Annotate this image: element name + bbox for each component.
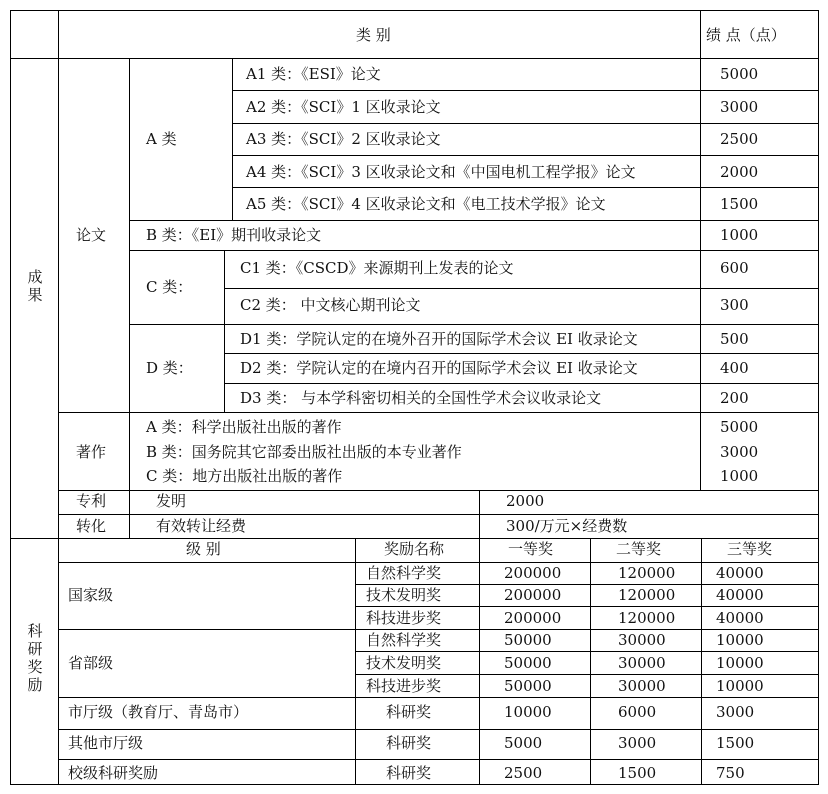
- grid-line-horizontal: [129, 324, 819, 325]
- provincial-row2-name: 技术发明奖: [366, 654, 442, 672]
- national-row2-first: 200000: [504, 586, 562, 604]
- grid-line-horizontal: [355, 606, 819, 607]
- grid-line-horizontal: [224, 383, 819, 384]
- grid-line-horizontal: [58, 759, 819, 760]
- national-row1-name: 自然科学奖: [366, 564, 442, 582]
- provincial-row1-third: 10000: [716, 631, 764, 649]
- school-second: 1500: [618, 764, 657, 782]
- grid-line-horizontal: [58, 412, 819, 413]
- grid-line-vertical: [479, 490, 480, 539]
- national-row3-third: 40000: [716, 609, 764, 627]
- grid-line-horizontal: [232, 155, 819, 156]
- provincial-row2-second: 30000: [618, 654, 666, 672]
- class-c2-text: C2 类： 中文核心期刊论文: [240, 296, 421, 314]
- city-first: 10000: [504, 703, 552, 721]
- grid-line-horizontal: [10, 538, 819, 539]
- national-row3-name: 科技进步奖: [366, 609, 442, 627]
- grid-line-vertical: [590, 538, 591, 785]
- patent-text: 发明: [156, 492, 187, 510]
- class-c2-points: 300: [720, 296, 749, 314]
- class-a-label: A 类: [146, 130, 177, 148]
- city-second: 6000: [618, 703, 657, 721]
- grid-line-horizontal: [10, 784, 819, 785]
- books-b-text: B 类：国务院其它部委出版社出版的本专业著作: [146, 443, 462, 461]
- books-a-text: A 类：科学出版社出版的著作: [146, 418, 342, 436]
- class-a2-text: A2 类：《SCI》1 区收录论文: [246, 98, 441, 116]
- school-first: 2500: [504, 764, 543, 782]
- school-third: 750: [716, 764, 745, 782]
- national-row3-second: 120000: [618, 609, 676, 627]
- grid-line-horizontal: [58, 729, 819, 730]
- class-c1-text: C1 类：《CSCD》来源期刊上发表的论文: [240, 259, 514, 277]
- grid-line-horizontal: [232, 90, 819, 91]
- books-c-text: C 类：地方出版社出版的著作: [146, 467, 343, 485]
- provincial-row1-name: 自然科学奖: [366, 631, 442, 649]
- provincial-row2-third: 10000: [716, 654, 764, 672]
- other-city-third: 1500: [716, 734, 755, 752]
- class-a3-text: A3 类：《SCI》2 区收录论文: [246, 130, 441, 148]
- provincial-row3-third: 10000: [716, 677, 764, 695]
- grid-line-horizontal: [129, 250, 819, 251]
- class-b-points: 1000: [720, 226, 759, 244]
- class-a3-points: 2500: [720, 130, 759, 148]
- national-row2-third: 40000: [716, 586, 764, 604]
- school-name: 科研奖: [386, 764, 432, 782]
- class-c1-points: 600: [720, 259, 749, 277]
- class-d2-points: 400: [720, 359, 749, 377]
- grid-line-vertical: [701, 538, 702, 785]
- class-a2-points: 3000: [720, 98, 759, 116]
- national-row2-second: 120000: [618, 586, 676, 604]
- transfer-points: 300/万元×经费数: [506, 517, 628, 535]
- awards-section-label: 科研奖励: [27, 622, 43, 694]
- grid-line-vertical: [700, 10, 701, 491]
- class-a5-text: A5 类：《SCI》4 区收录论文和《电工技术学报》论文: [246, 195, 606, 213]
- grid-line-vertical: [232, 58, 233, 221]
- other-city-first: 5000: [504, 734, 543, 752]
- provincial-row1-first: 50000: [504, 631, 552, 649]
- books-label: 著作: [76, 443, 107, 461]
- provincial-row3-first: 50000: [504, 677, 552, 695]
- transfer-text: 有效转让经费: [156, 517, 247, 535]
- provincial-row3-second: 30000: [618, 677, 666, 695]
- patent-points: 2000: [506, 492, 545, 510]
- other-city-label: 其他市厅级: [68, 734, 144, 752]
- other-city-second: 3000: [618, 734, 657, 752]
- grid-line-vertical: [355, 538, 356, 785]
- class-a4-points: 2000: [720, 163, 759, 181]
- awards-header-name: 奖励名称: [384, 540, 445, 558]
- provincial-label: 省部级: [68, 654, 114, 672]
- class-d3-text: D3 类： 与本学科密切相关的全国性学术会议收录论文: [240, 389, 602, 407]
- transfer-label: 转化: [76, 517, 107, 535]
- achievements-section-label: 成果: [27, 268, 43, 304]
- school-label: 校级科研奖励: [68, 764, 159, 782]
- grid-line-horizontal: [10, 10, 819, 11]
- national-row2-name: 技术发明奖: [366, 586, 442, 604]
- grid-line-horizontal: [355, 674, 819, 675]
- national-row1-first: 200000: [504, 564, 562, 582]
- header-points: 绩 点（点）: [706, 26, 786, 44]
- grid-line-horizontal: [58, 562, 819, 563]
- class-a4-text: A4 类：《SCI》3 区收录论文和《中国电机工程学报》论文: [246, 163, 636, 181]
- papers-label: 论文: [76, 226, 107, 244]
- grid-line-horizontal: [58, 514, 819, 515]
- grid-line-vertical: [58, 10, 59, 785]
- grid-line-horizontal: [58, 629, 819, 630]
- grid-line-horizontal: [58, 490, 819, 491]
- national-row1-second: 120000: [618, 564, 676, 582]
- city-name: 科研奖: [386, 703, 432, 721]
- awards-header-second: 二等奖: [616, 540, 662, 558]
- grid-line-horizontal: [224, 353, 819, 354]
- provincial-row2-first: 50000: [504, 654, 552, 672]
- grid-line-horizontal: [232, 123, 819, 124]
- books-c-points: 1000: [720, 467, 759, 485]
- national-row3-first: 200000: [504, 609, 562, 627]
- class-d2-text: D2 类：学院认定的在境内召开的国际学术会议 EI 收录论文: [240, 359, 638, 377]
- books-b-points: 3000: [720, 443, 759, 461]
- grid-line-vertical: [224, 250, 225, 413]
- patent-label: 专利: [76, 492, 107, 510]
- grid-line-vertical: [129, 58, 130, 539]
- books-a-points: 5000: [720, 418, 759, 436]
- class-a1-points: 5000: [720, 65, 759, 83]
- class-d-label: D 类：: [146, 359, 193, 377]
- class-c-label: C 类：: [146, 278, 193, 296]
- class-d3-points: 200: [720, 389, 749, 407]
- awards-header-third: 三等奖: [727, 540, 773, 558]
- grid-line-horizontal: [232, 187, 819, 188]
- national-label: 国家级: [68, 586, 114, 604]
- grid-line-vertical: [818, 10, 819, 785]
- class-d1-text: D1 类：学院认定的在境外召开的国际学术会议 EI 收录论文: [240, 330, 638, 348]
- provincial-row1-second: 30000: [618, 631, 666, 649]
- city-label: 市厅级（教育厅、青岛市）: [68, 703, 249, 721]
- awards-header-level: 级 别: [186, 540, 221, 558]
- national-row1-third: 40000: [716, 564, 764, 582]
- grid-line-vertical: [10, 10, 11, 785]
- grid-line-horizontal: [355, 651, 819, 652]
- class-a1-text: A1 类：《ESI》论文: [246, 65, 381, 83]
- class-d1-points: 500: [720, 330, 749, 348]
- grid-line-horizontal: [355, 584, 819, 585]
- awards-header-first: 一等奖: [508, 540, 554, 558]
- provincial-row3-name: 科技进步奖: [366, 677, 442, 695]
- city-third: 3000: [716, 703, 755, 721]
- other-city-name: 科研奖: [386, 734, 432, 752]
- grid-line-vertical: [479, 538, 480, 785]
- grid-line-horizontal: [10, 58, 819, 59]
- header-category: 类 别: [356, 26, 391, 44]
- grid-line-horizontal: [58, 697, 819, 698]
- grid-line-horizontal: [224, 288, 819, 289]
- class-a5-points: 1500: [720, 195, 759, 213]
- class-b-text: B 类：《EI》期刊收录论文: [146, 226, 322, 244]
